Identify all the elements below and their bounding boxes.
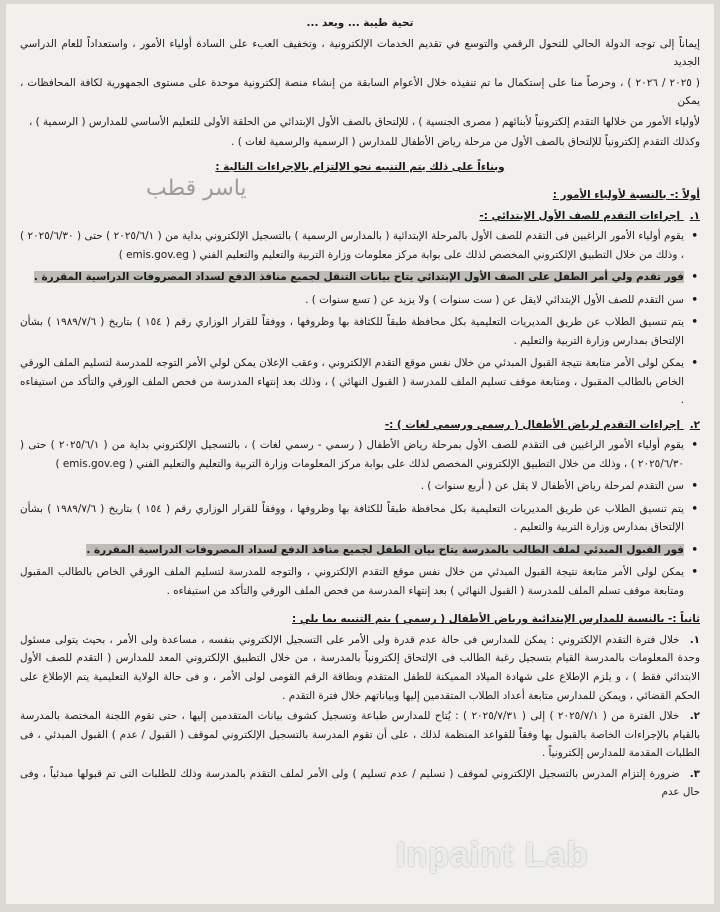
intro-paragraph: [20, 35, 700, 152]
section2-item-text: خلال فترة التقدم الإلكتروني : يمكن للمدارس فى حالة عدم قدرة ولى الأمر على التسجيل الإلكتروني بنفسه ، مساعدة ولى الأمر ، بحيث يتولى مسئول وحدة المعلومات بالمدرسة القيام بتسجيل رغبة الطالب فى الإلتحاق إلكترونياً بالمدرسة ، من خلال التطبيق الإلكتروني المعد للمدارس ( التقدم للصف الأول الابتدائي فقط ) ، و يلزم الإطلاع على شهادة الميلاد المميكنة للطفل المتقدم وبطاقة الرقم القومى لولى الأمر ، و فى حالة الولاية التعليمية يتم الإطلاع على الحكم القضائي ، ويمكن للمدارس متابعة أعداد الطلاب المتقدمين إليها وبياناتهم خلال فترة التقدم .: [20, 633, 700, 702]
section2-item-text: خلال الفترة من ( ٢٠٢٥/٧/١ ) إلى ( ٢٠٢٥/٧/٣١ ) : يُتاح للمدارس طباعة وتسجيل كشوف بيانات المتقدمين إليها ، حتى تقوم اللجنة المختصة بالمدرسة بالقيام بالإجراءات الخاصة بالقبول بها وفقاً للقواعد المنظمة لذلك ، على أن تقوم المدرسة بالتسجيل الإلكتروني لموقف ( القبول / عدم ) القبول المبدئي ، فى الطلبات المقدمة للمدارس إلكترونياً .: [20, 710, 700, 760]
sub1-title: إجراءات التقدم للصف الأول الإبتدائي :-: [479, 209, 681, 222]
handwritten-signature: ياسر قطب: [146, 176, 247, 201]
directive-heading: وبناءاً على ذلك يتم التنبيه نحو الإلتزام بالإجراءات التالية :: [215, 160, 505, 173]
document-body: [20, 14, 700, 898]
section2-item-text: ضرورة إلتزام المدرس بالتسجيل الإلكتروني لموقف ( تسليم / عدم تسليم ) ولى الأمر لملف التقدم بالمدرسة وذلك للطلبات التى تم قبولها مبدئياً ، وفى حال عدم: [20, 767, 700, 799]
sub2-item: • يمكن لولى الأمر متابعة نتيجة القبول المبدئي من خلال نفس موقع التقدم الإلكتروني ، والتوجه للمدرسة لتسليم الملف الورقي الخاص بالطالب المقبول ومتابعة موقف تسلم الملف للمدرسة ( القبول النهائي ) بعد إنتهاء المدرسة من فحص الملف الورقي والتأكد من استيفاءه .: [20, 563, 700, 600]
section2-item-number: ٢.: [689, 710, 700, 723]
sub2-item: • يتم تنسيق الطلاب عن طريق المديريات التعليمية بكل محافظة طبقاً للكثافة بها وظروفها ، ووفقاً للقرار الوزاري رقم ( ١٥٤ ) بتاريخ ( ١٩٨٩/٧/٦ ) بشأن الإلتحاق بمدارس وزارة التربية والتعليم .: [20, 500, 700, 537]
sub2-number: ٢.: [689, 418, 700, 431]
intro-line: إيماناً إلى توجه الدولة الحالي للتحول الرقمي والتوسع في تقديم الخدمات الإلكترونية ، وتخفيف العبء على السادة أولياء الأمور ، واستعداداً للعام الدراسي الجديد: [20, 37, 700, 69]
sub2-item: • يقوم أولياء الأمور الراغبين فى التقدم للصف الأول بمرحلة رياض الأطفال ( رسمي - رسمي لغات ) ، بالتسجيل الإلكتروني بداية من ( ٢٠٢٥/٦/١ ) حتى ( ٢٠٢٥/٦/٣٠ ) ، وذلك من خلال التطبيق الإلكتروني المخصص لذلك على بوابة مركز المعلومات وزارة التربية والتعليم والتعليم الفني ( emis.gov.eg ): [20, 436, 700, 473]
sub1-item: [20, 268, 700, 287]
section2-item: [20, 707, 700, 763]
section1-title: أولاً :- بالنسبة لأولياء الأمور :: [552, 189, 700, 202]
section1-sub2-heading: [20, 416, 700, 435]
sub1-number: ١.: [689, 209, 700, 222]
sub1-item: • يتم تنسيق الطلاب عن طريق المديريات التعليمية بكل محافظة طبقاً للكثافة بها وظروفها ، ووفقاً للقرار الوزاري رقم ( ١٥٤ ) بتاريخ ( ١٩٨٩/٧/٦ ) بشأن الإلتحاق بمدارس وزارة التربية والتعليم .: [20, 313, 700, 350]
sub2-item: • سن التقدم لمرحلة رياض الأطفال لا يقل عن ( أربع سنوات ) .: [20, 477, 700, 496]
intro-line: لأولياء الأمور من خلالها التقدم إلكترونياً لأبنائهم ( مصرى الجنسية ) ، للإلتحاق بالصف الأول الإبتدائي من الحلقة الأولى للتعليم الأساسي للمدارس ( الرسمية ) ،: [28, 115, 700, 128]
sub1-item: • سن التقدم للصف الأول الإبتدائي لايقل عن ( ست سنوات ) ولا يزيد عن ( تسع سنوات ) .: [20, 291, 700, 310]
sub1-item: • يقوم أولياء الأمور الراغبين فى التقدم للصف الأول بالمرحلة الإبتدائية ( بالمدارس الرسمية ) بالتسجيل الإلكتروني بداية من ( ٢٠٢٥/٦/١ ) حتى ( ٢٠٢٥/٦/٣٠ ) ، وذلك من خلال التطبيق الإلكتروني المخصص لذلك على بوابة مركز معلومات وزارة التربية والتعليم والتعليم الفني ( emis.gov.eg ): [20, 227, 700, 264]
sub2-item-highlight: فور القبول المبدئي لملف الطالب بالمدرسة يتاح بيان الطفل لجميع منافذ الدفع لسداد المصروفات الدراسية المقررة .: [86, 543, 684, 556]
sub1-item-highlight: فور تقدم ولي أمر الطفل على الصف الأول الإبتدائي يتاح بيانات التنقل لجميع منافذ الدفع لسداد المصروفات الدراسية المقررة .: [33, 271, 684, 284]
intro-line: وكذلك التقدم إلكترونياً للإلتحاق بالصف الأول من مرحلة رياض الأطفال للمدارس ( الرسمية والرسمية لغات ) .: [231, 136, 700, 149]
sub2-item: [20, 541, 700, 560]
intro-line: ( ٢٠٢٥ / ٢٠٢٦ ) ، وحرصاً منا على إستكمال ما تم تنفيذه خلال الأعوام السابقة من إنشاء منصة إلكترونية موحدة على مستوى الجمهورية لكافة المحافظات ، يمكن: [20, 76, 700, 108]
section2-item: [20, 765, 700, 802]
section2-item-number: ١.: [689, 633, 700, 646]
watermark: Inpaint Lab: [396, 836, 589, 874]
section2-item-number: ٣.: [689, 767, 700, 780]
sub1-item: • يمكن لولى الأمر متابعة نتيجة القبول المبدئي من خلال نفس موقع التقدم الإلكتروني ، وعقب الإعلان يمكن لولي الأمر التوجه للمدرسة لتسليم الملف الورقي الخاص بالطالب المقبول ، ومتابعة موقف تسليم الملف للمدرسة ( القبول النهائي ) ، وذلك بعد إنتهاء المدرسة من فحص الملف الورقي والتأكد من استيفاءه .: [20, 354, 700, 410]
section2-item: [20, 631, 700, 705]
document-page: [6, 4, 714, 904]
section1-sub1-heading: [20, 207, 700, 226]
section2-title: ثانياً :- بالنسبة للمدارس الإبتدائية ورياض الأطفال ( رسمي ) يتم التنبيه بما يلي :: [292, 613, 700, 626]
greeting: تحية طيبة ... وبعد ...: [306, 17, 414, 29]
sub2-title: إجراءات التقدم لرياض الأطفال ( رسمي ورسمي لغات ) :-: [384, 418, 681, 431]
